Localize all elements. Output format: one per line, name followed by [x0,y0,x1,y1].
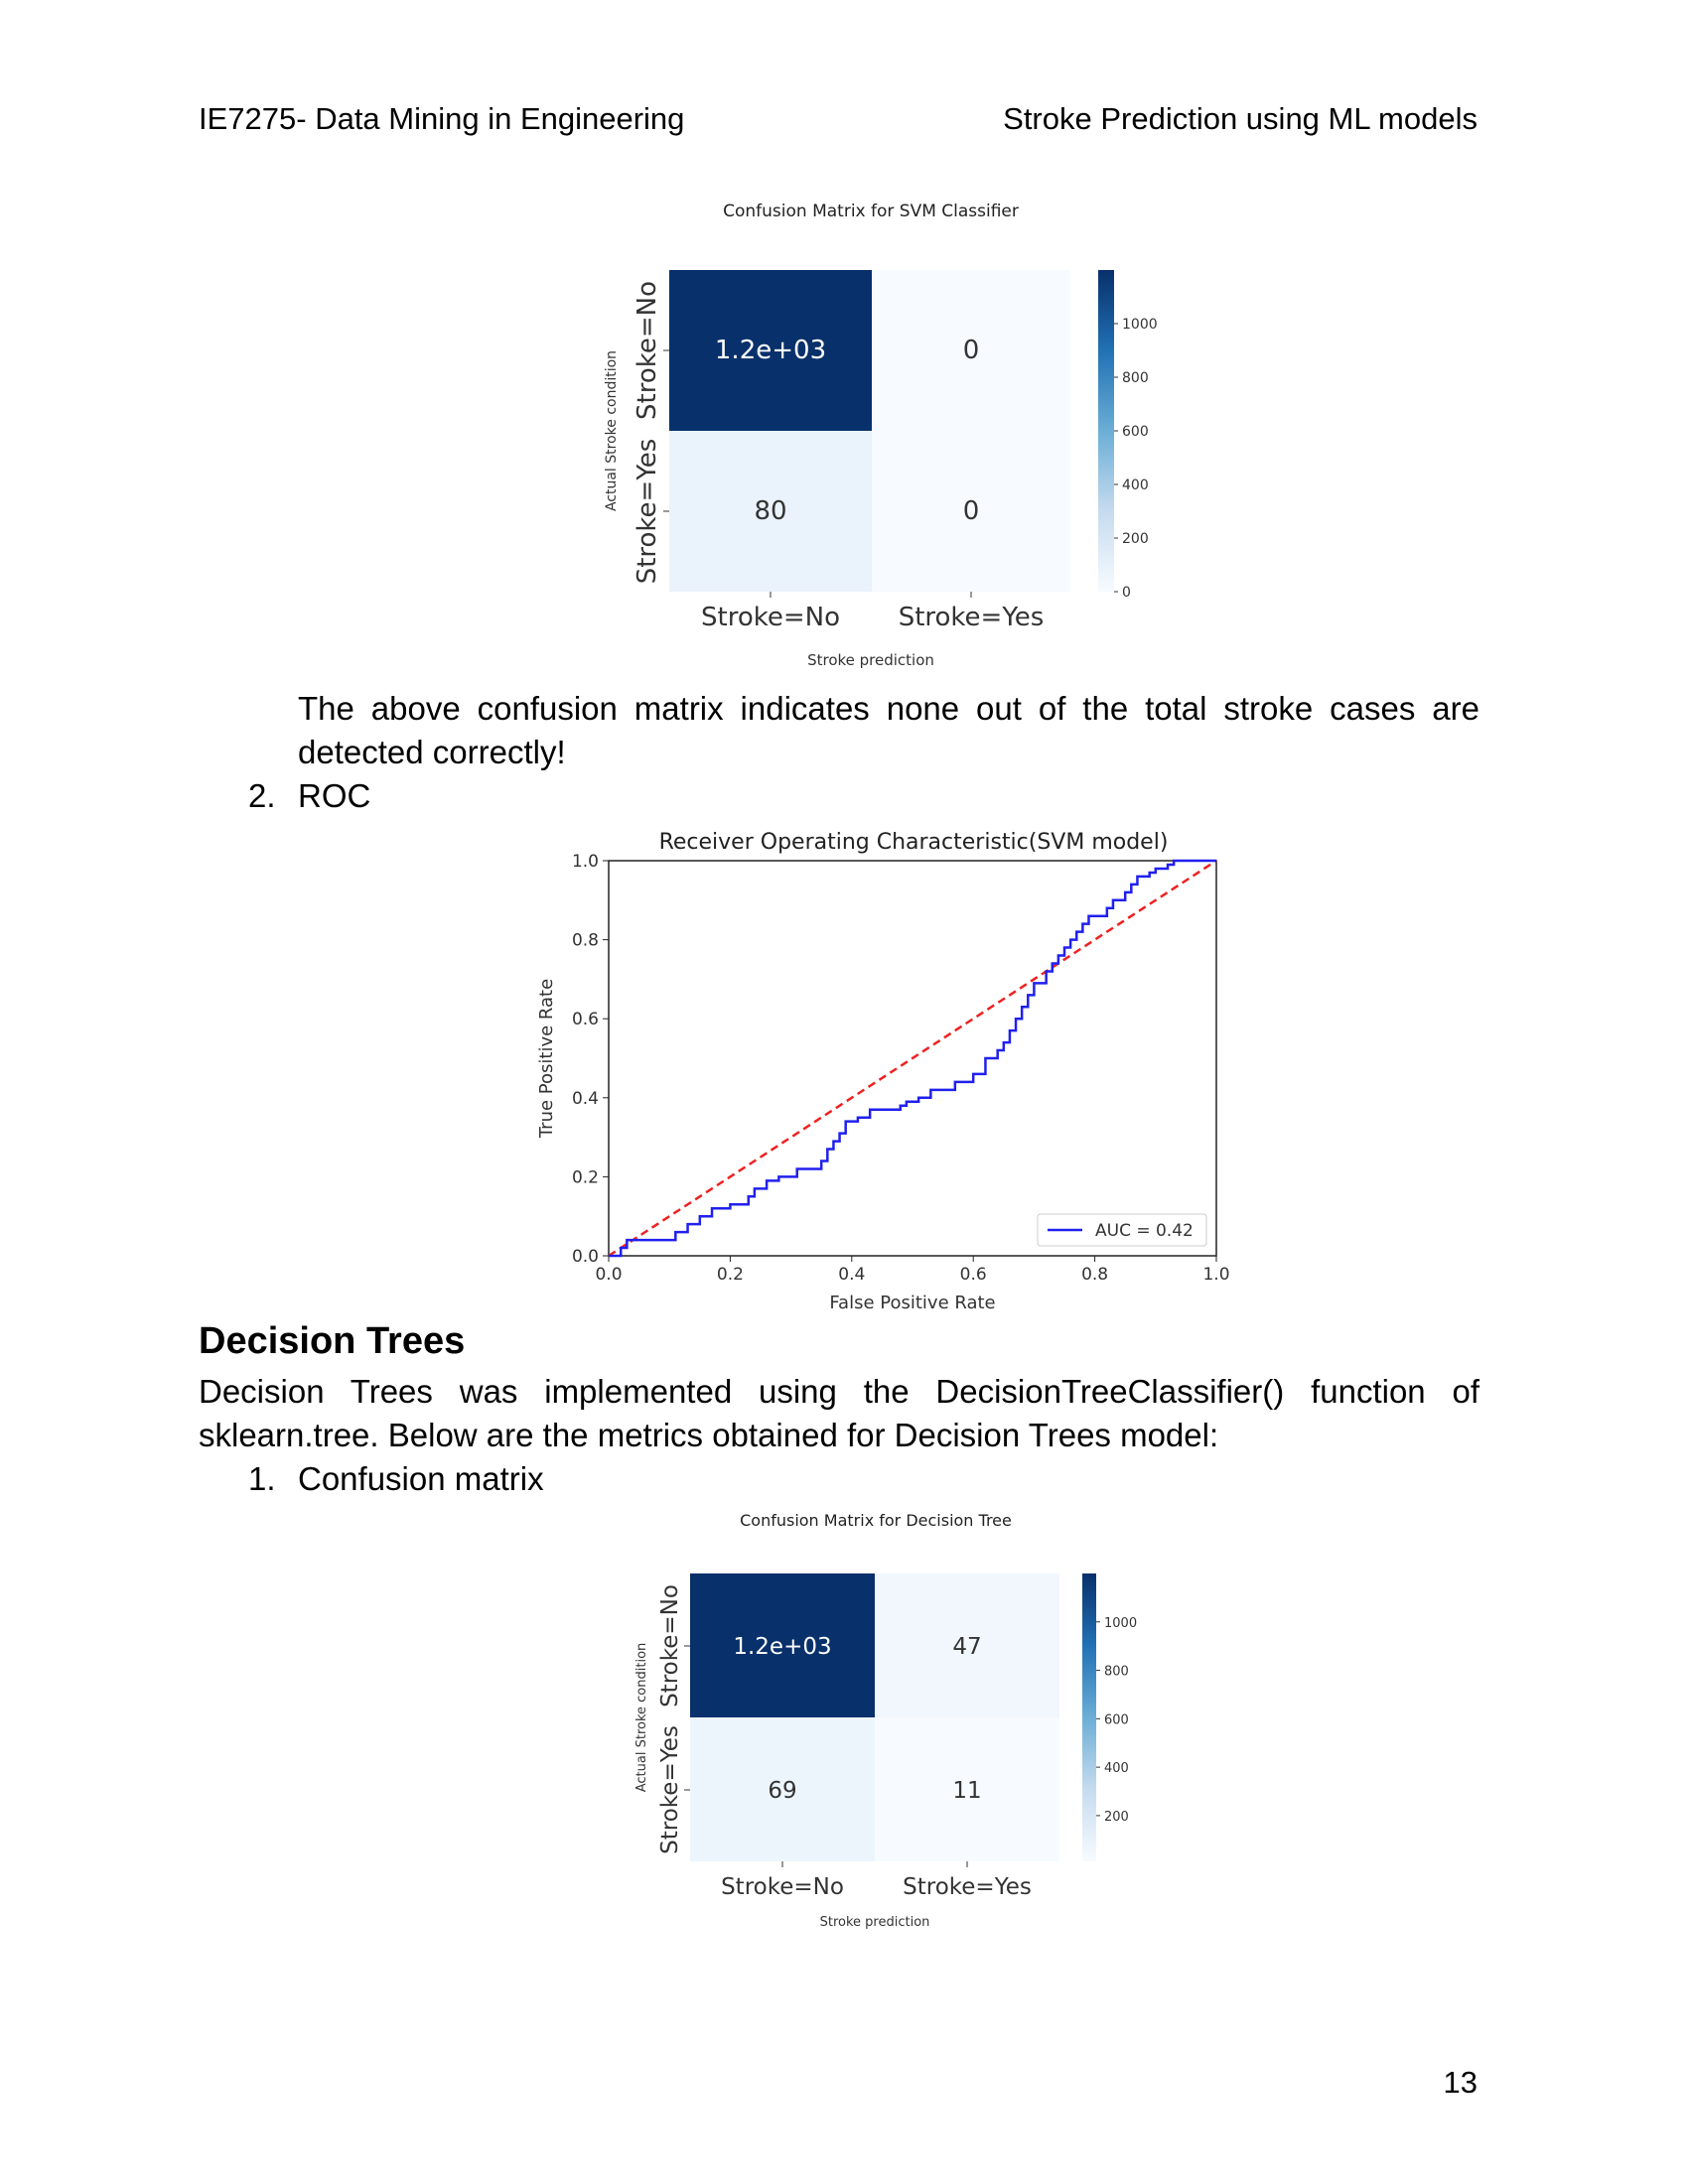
roc-ytick-label-5: 1.0 [571,852,599,872]
list-item-roc: ROC [298,777,371,814]
cm1-xtick-1: Stroke=Yes [898,603,1045,632]
colorbar-tick-label-3: 600 [1122,424,1149,440]
roc-ytick-label-0: 0.0 [571,1247,599,1267]
cm2-ytick-1: Stroke=Yes [657,1725,683,1854]
section-heading: Decision Trees [199,1320,466,1362]
roc-ytick-label-2: 0.4 [571,1088,599,1109]
header-course: IE7275- Data Mining in Engineering [199,101,685,136]
cm2-label-1-1: 11 [952,1778,982,1804]
list-number-2: 2. [248,777,276,814]
roc-diagonal-line [609,861,1216,1256]
cm2-label-0-0: 1.2e+03 [733,1634,832,1660]
cm2-colorbar [1082,1573,1096,1861]
cm2-title: Confusion Matrix for Decision Tree [740,1511,1012,1530]
roc-xtick-label-5: 1.0 [1202,1265,1230,1285]
roc-xlabel: False Positive Rate [829,1293,996,1313]
cm1-label-0-1: 0 [962,336,980,365]
page-number: 13 [1443,2065,1477,2100]
cm2-label-1-0: 69 [768,1778,797,1804]
svm-note-paragraph: The above confusion matrix indicates none out of the total stroke cases are detected correctly! [298,690,1479,770]
cm2-colorbar-ticks [1096,1616,1137,1825]
colorbar-tick-label-5: 1000 [1122,317,1158,333]
roc-title: Receiver Operating Characteristic(SVM model) [658,830,1169,855]
roc-chart [526,824,1241,1320]
roc-xtick-label-2: 0.4 [838,1265,866,1285]
roc-ytick-label-3: 0.6 [571,1010,599,1030]
cm2-ylabel: Actual Stroke condition [634,1642,649,1793]
cm2-xlabel: Stroke prediction [819,1915,930,1930]
colorbar-tick-label-1: 400 [1104,1761,1129,1777]
colorbar-tick-label-2: 600 [1104,1712,1129,1728]
roc-xtick-label-0: 0.0 [595,1265,623,1285]
svm-confusion-matrix [586,189,1201,675]
roc-xtick-label-4: 0.8 [1081,1265,1109,1285]
cm1-xlabel: Stroke prediction [807,651,934,669]
header-title: Stroke Prediction using ML models [1003,101,1477,136]
colorbar-tick-label-2: 400 [1122,478,1149,493]
cm2-xtick-0: Stroke=No [721,1874,844,1900]
cm1-ylabel: Actual Stroke condition [604,349,620,512]
section-intro-line-2: sklearn.tree. Below are the metrics obtained for Decision Trees model: [199,1417,1219,1453]
cm1-label-1-1: 0 [962,496,980,526]
cm1-xtick-0: Stroke=No [701,603,840,632]
roc-ylabel: True Positive Rate [536,978,557,1139]
list-item-confusion-matrix: Confusion matrix [298,1460,544,1497]
colorbar-tick-label-0: 0 [1122,585,1131,601]
roc-xtick-label-3: 0.6 [959,1265,987,1285]
roc-legend-label: AUC = 0.42 [1095,1221,1194,1241]
cm2-ytick-0: Stroke=No [657,1584,683,1707]
cm1-ytick-0: Stroke=No [633,281,662,420]
colorbar-tick-label-4: 1000 [1104,1615,1138,1631]
cm1-colorbar-ticks [1114,317,1158,601]
cm1-title: Confusion Matrix for SVM Classifier [723,202,1019,221]
colorbar-tick-label-3: 800 [1104,1664,1129,1680]
list-number-1: 1. [248,1460,276,1497]
colorbar-tick-label-4: 800 [1122,370,1149,386]
roc-xtick-label-1: 0.2 [716,1265,744,1285]
cm2-label-0-1: 47 [952,1634,982,1660]
dt-confusion-matrix [616,1504,1172,1931]
roc-ytick-label-4: 0.8 [571,930,599,951]
cm1-ytick-1: Stroke=Yes [633,438,662,585]
colorbar-tick-label-0: 200 [1104,1809,1129,1825]
section-intro-line-1: Decision Trees was implemented using the DecisionTreeClassifier() function of [199,1373,1479,1410]
cm1-colorbar [1098,270,1114,592]
cm2-xtick-1: Stroke=Yes [903,1874,1032,1900]
cm1-label-0-0: 1.2e+03 [714,336,827,365]
roc-ytick-label-1: 0.2 [571,1167,599,1188]
colorbar-tick-label-1: 200 [1122,531,1149,547]
cm1-label-1-0: 80 [754,496,787,526]
